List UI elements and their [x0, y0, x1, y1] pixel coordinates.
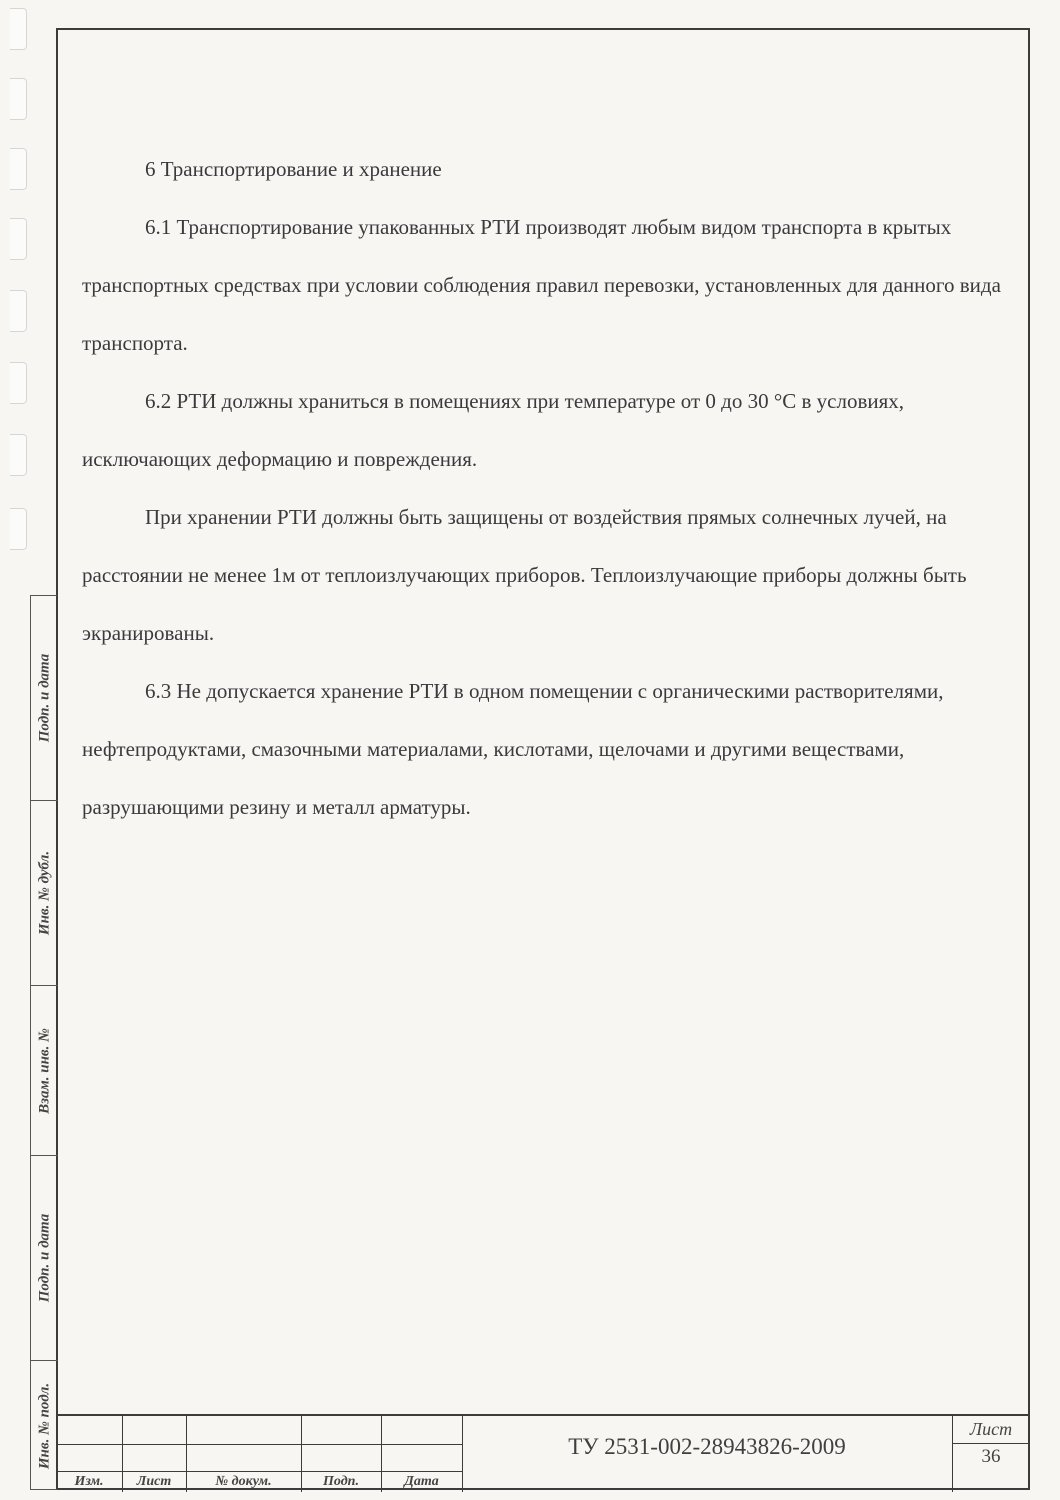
sheet-number: 36: [981, 1446, 1001, 1467]
side-strip: [30, 595, 57, 1490]
side-label: Подп. и дата: [36, 1213, 52, 1303]
binder-hole: [10, 290, 27, 332]
paragraph-6-3: 6.3 Не допускается хранение РТИ в одном помещении с органическими растворителями, нефтепродуктами, смазочными материалами, кислотами, щелочами и другими веществами, разрушающими резину и металл арматуры.: [82, 679, 944, 819]
binder-hole: [10, 508, 27, 550]
document-number-column-label: № докум.: [215, 1474, 272, 1489]
side-label: Инв. № подл.: [36, 1382, 52, 1470]
binder-hole: [10, 78, 27, 120]
side-cell: [31, 986, 58, 1156]
side-cell: [31, 801, 58, 986]
signature-column-label: Подп.: [323, 1474, 359, 1489]
date-column-label: Дата: [404, 1474, 439, 1489]
side-label: Инв. № дубл.: [36, 850, 52, 936]
document-code: ТУ 2531-002-28943826-2009: [568, 1434, 846, 1459]
revision-column-label: Изм.: [74, 1474, 104, 1489]
binder-hole: [10, 362, 27, 404]
paragraph-6-1: 6.1 Транспортирование упакованных РТИ производят любым видом транспорта в крытых транспортных средствах при условии соблюдения правил перевозки, установленных для данного вида транспорта.: [82, 215, 1001, 355]
sheet-label: Лист: [969, 1419, 1013, 1439]
title-block: [56, 1414, 1030, 1490]
side-label: Взам. инв. №: [36, 1027, 52, 1114]
side-cell: [31, 596, 58, 801]
document-body: [82, 140, 1012, 836]
paragraph-6-2: 6.2 РТИ должны храниться в помещениях при температуре от 0 до 30 °С в условиях, исключающих деформацию и повреждения.: [82, 389, 905, 471]
binder-hole: [10, 434, 27, 476]
binder-hole: [10, 8, 27, 50]
side-cell: [31, 1361, 58, 1491]
binder-hole: [10, 148, 27, 190]
binder-hole: [10, 218, 27, 260]
paragraph-storage-protection: При хранении РТИ должны быть защищены от воздействия прямых солнечных лучей, на расстоянии не менее 1м от теплоизлучающих приборов. Теплоизлучающие приборы должны быть экранированы.: [82, 505, 967, 645]
sheet-column-label: Лист: [136, 1474, 172, 1489]
grid-line: [56, 1444, 462, 1445]
side-label: Подп. и дата: [36, 653, 52, 743]
side-cell: [31, 1156, 58, 1361]
section-heading: 6 Транспортирование и хранение: [145, 157, 442, 181]
